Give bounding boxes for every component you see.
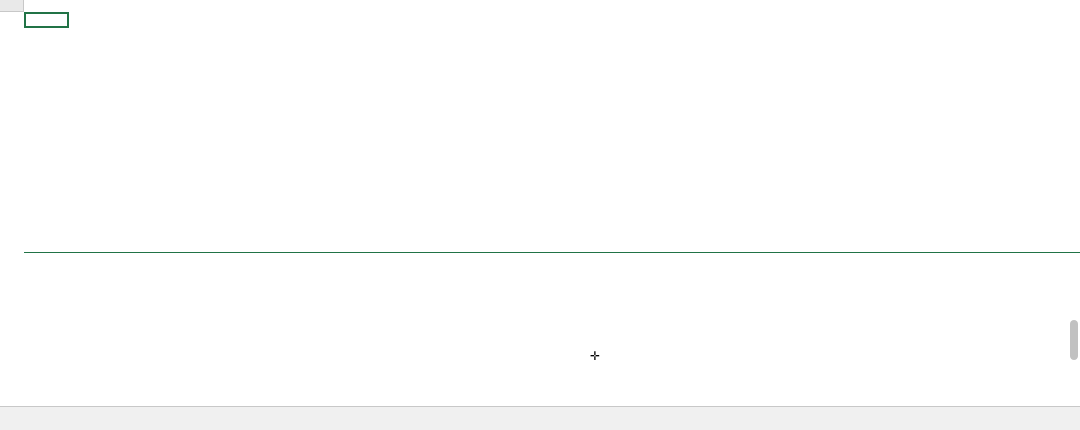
vertical-scrollbar-thumb[interactable] [1070, 320, 1078, 360]
sheet-tab-bar [0, 406, 1080, 430]
select-all-corner[interactable] [0, 0, 24, 12]
active-cell-a1[interactable] [24, 12, 69, 28]
plus-cursor-icon: ✛ [590, 349, 601, 363]
frozen-pane-line [24, 252, 1080, 253]
